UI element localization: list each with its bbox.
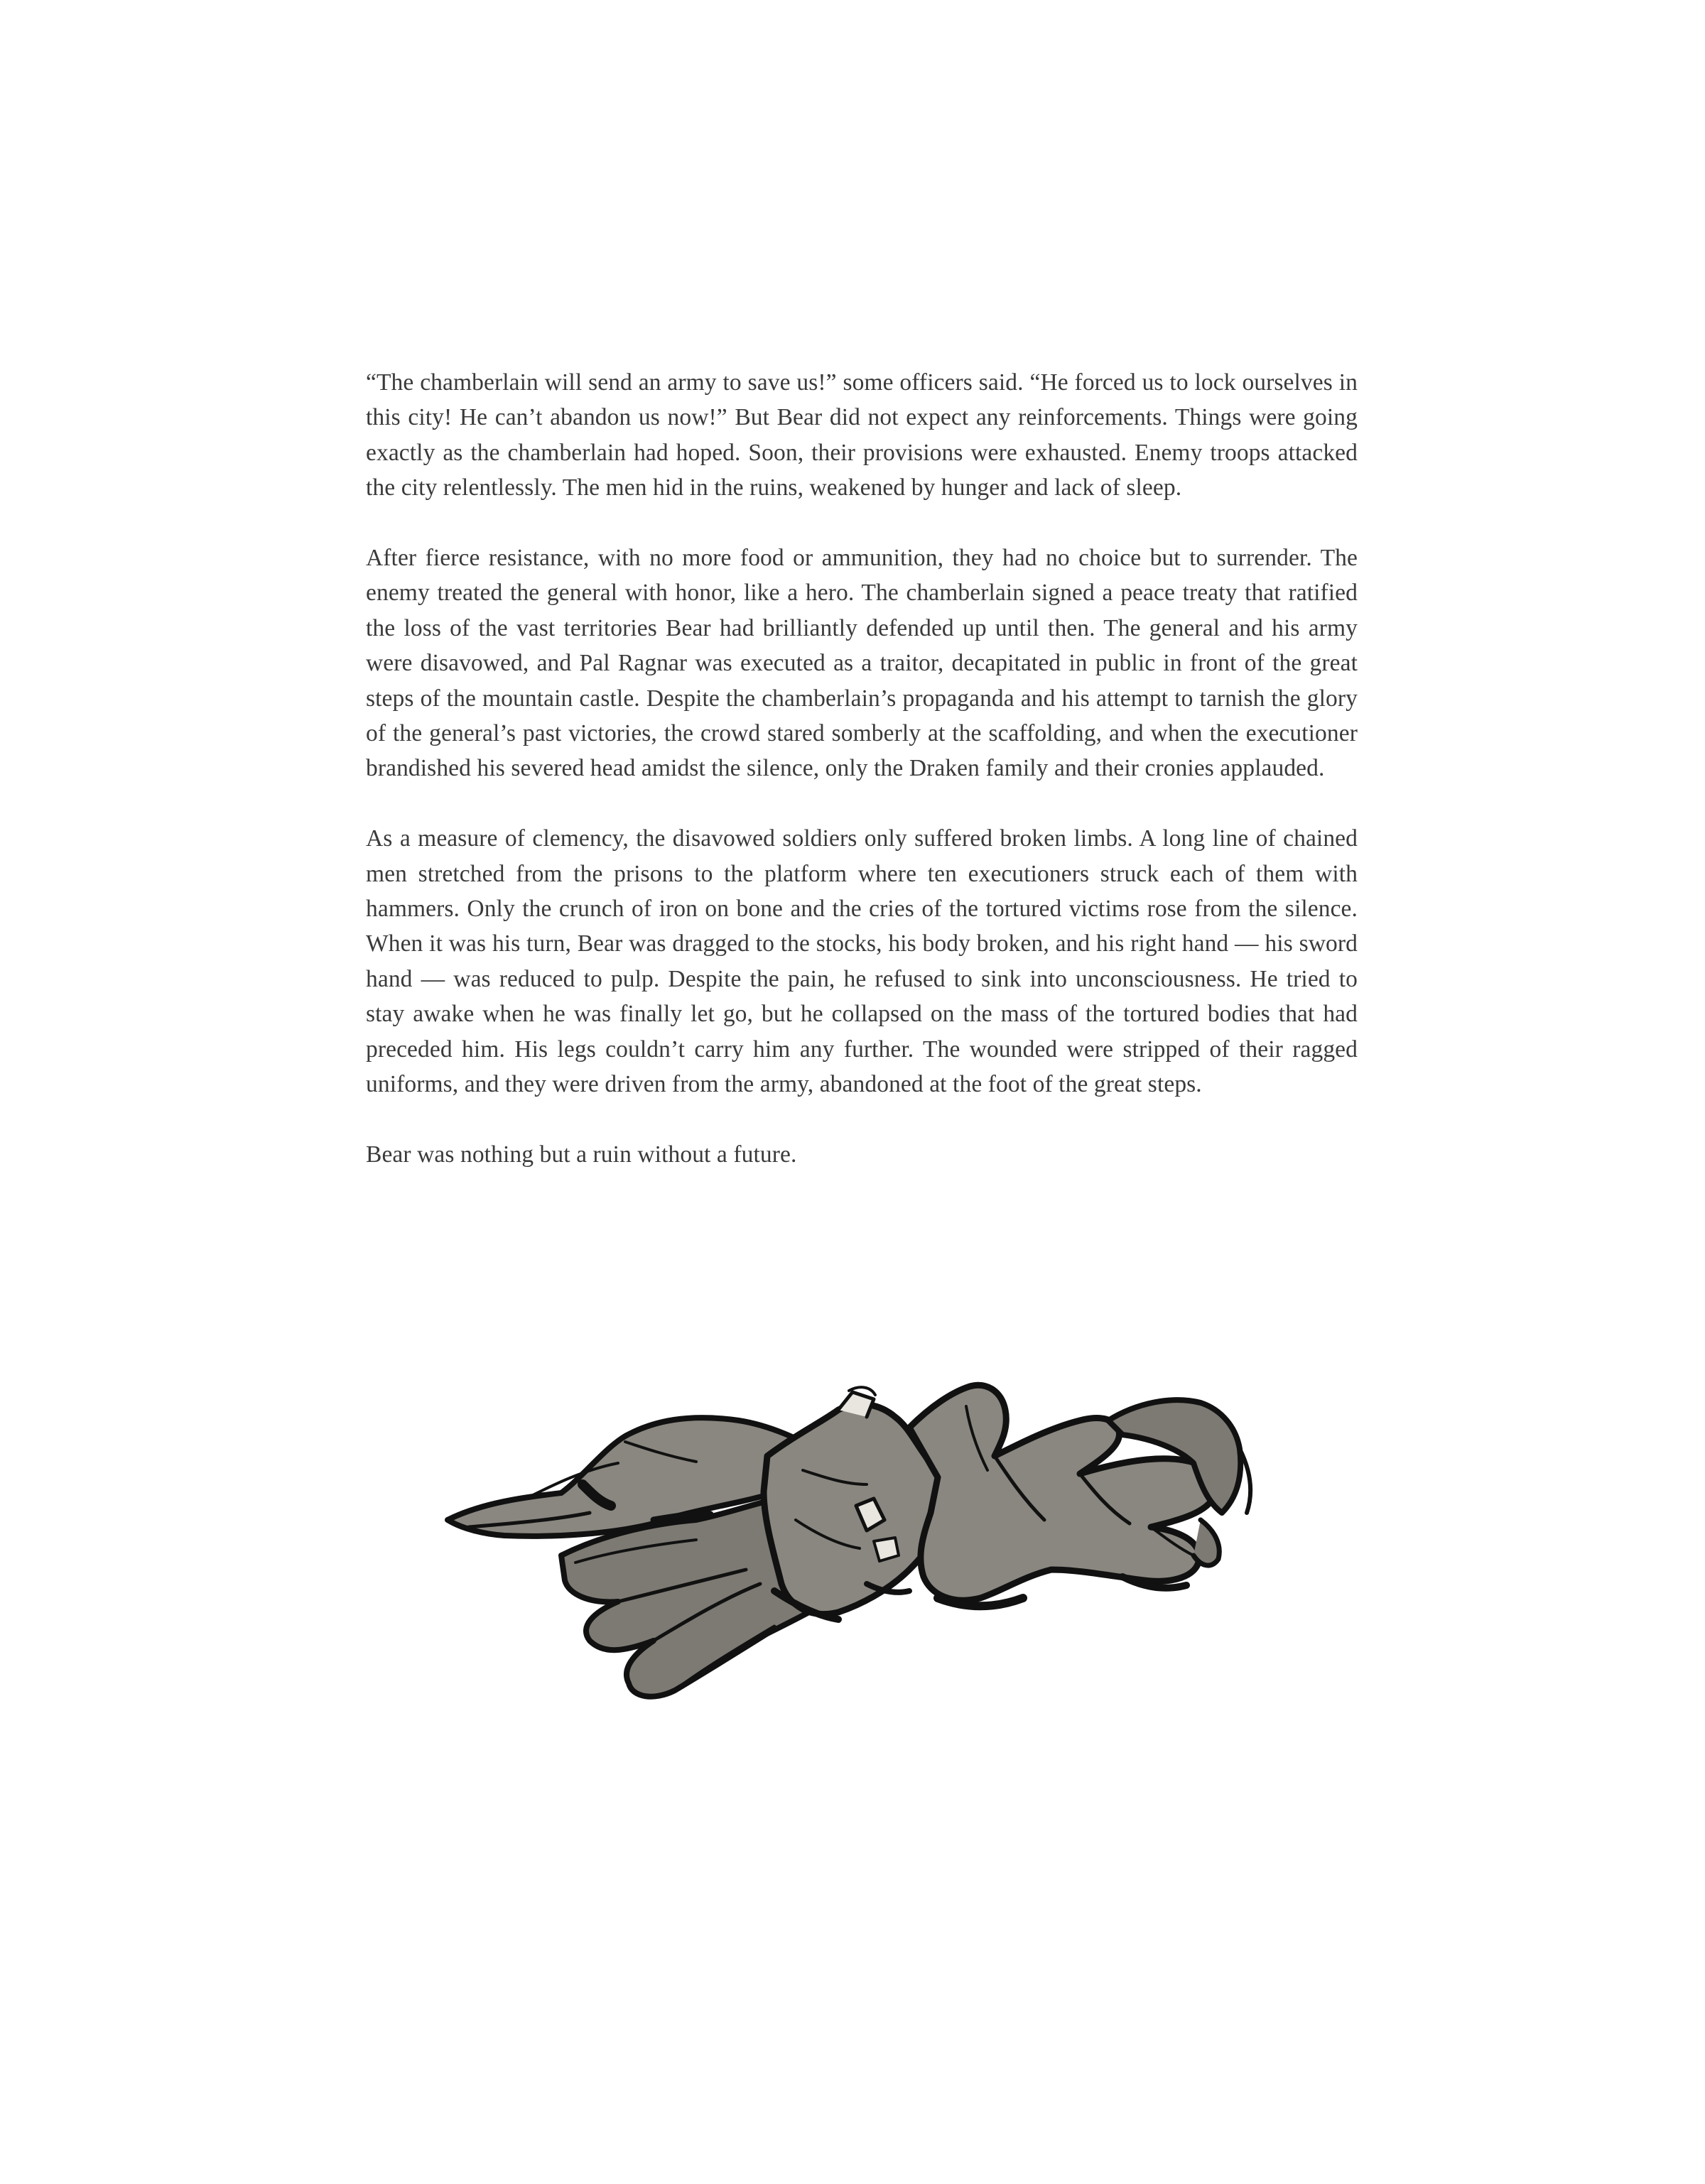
broken-hands-illustration	[440, 1378, 1257, 1705]
paragraph-2: After fierce resistance, with no more food or ammunition, they had no choice but to surrender. The enemy treated the general with honor, like a hero. The chamberlain signed a peace treaty that ratified the loss of the vast territories Bear had brilliantly defended up until then. The general and his army were disavowed, and Pal Ragnar was executed as a traitor, decapitated in public in front of the great steps of the mountain castle. Despite the chamberlain’s propaganda and his attempt to tarnish the glory of the general’s past victories, the crowd stared somberly at the scaffolding, and when the executioner brandished his severed head amidst the silence, only the Draken family and their cronies applauded.	[366, 545, 1358, 782]
paragraph-1: “The chamberlain will send an army to save us!” some officers said. “He forced us to lock ourselves in this city! He can’t abandon us now!” But Bear did not expect any reinforcements. Things were going exactly as the chamberlain had hoped. Soon, their provisions were exhausted. Enemy troops attacked the city relentlessly. The men hid in the ruins, weakened by hunger and lack of sleep.	[366, 369, 1358, 501]
paragraph-3: As a measure of clemency, the disavowed soldiers only suffered broken limbs. A long line of chained men stretched from the prisons to the platform where ten executioners struck each of them with hammers. Only the crunch of iron on bone and the cries of the tortured victims rose from the silence. When it was his turn, Bear was dragged to the stocks, his body broken, and his right hand — his sword hand — was reduced to pulp. Despite the pain, he refused to sink into unconsciousness. He tried to stay awake when he was finally let go, but he collapsed on the mass of the tortured bodies that had preceded him. His legs couldn’t carry him any further. The wounded were stripped of their ragged uniforms, and they were driven from the army, abandoned at the foot of the great steps.	[366, 825, 1358, 1098]
paragraph-4: Bear was nothing but a ruin without a future.	[366, 1141, 797, 1168]
body-text	[366, 365, 1358, 1172]
